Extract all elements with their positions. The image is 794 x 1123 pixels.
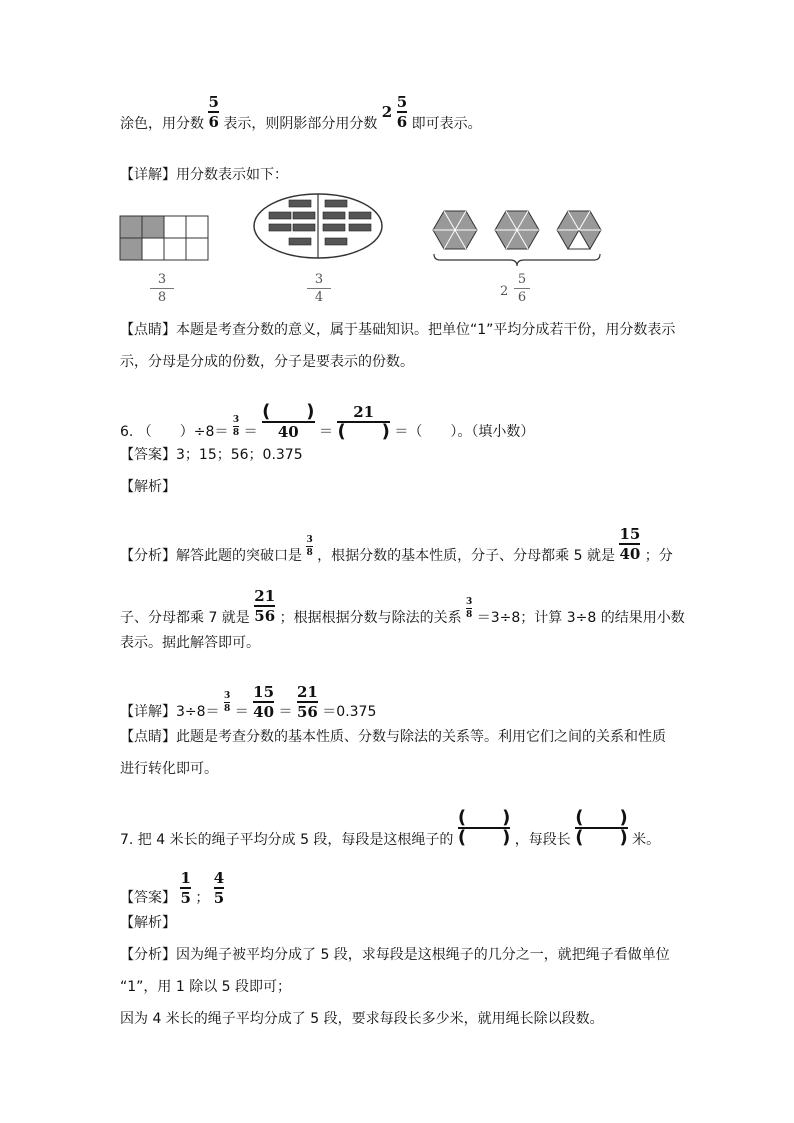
text: 表示，则阴影部分用分数 xyxy=(223,116,378,132)
fraction-blank-blank xyxy=(457,807,511,848)
fraction-21-56 xyxy=(297,684,318,720)
text: 【详解】3÷8＝ xyxy=(120,704,220,720)
q6-analysis-1 xyxy=(120,525,673,574)
denominator: 5 xyxy=(180,889,191,907)
numerator: 15 xyxy=(619,525,641,543)
text: ＝（ ）。（填小数） xyxy=(394,424,535,440)
fraction-mixed xyxy=(397,94,407,130)
fraction-5-6 xyxy=(208,94,218,130)
numerator: 21 xyxy=(254,587,276,605)
denominator: 40 xyxy=(253,703,275,721)
detail-heading: 【详解】用分数表示如下： xyxy=(120,167,288,183)
numerator: ( ) xyxy=(575,807,628,828)
fraction-21-blank xyxy=(337,404,389,440)
text: ；分 xyxy=(644,548,673,564)
fraction-15-40 xyxy=(619,526,640,562)
q6-point-a: 【点睛】此题是考查分数的基本性质、分数与除法的关系等。利用它们之间的关系和性质 xyxy=(120,729,666,745)
text: 6. （ ）÷8＝ xyxy=(120,424,229,440)
numerator: 4 xyxy=(213,869,225,887)
line-shading xyxy=(120,93,482,142)
q6-point-b: 进行转化即可。 xyxy=(120,761,218,777)
text: ； xyxy=(195,890,210,906)
numerator: ( ) xyxy=(262,401,315,422)
denominator: 5 xyxy=(213,889,225,907)
denominator: 4 xyxy=(314,290,324,305)
fraction-3-8 xyxy=(466,597,472,620)
text: 【答案】 xyxy=(120,890,176,906)
fraction-3-8 xyxy=(306,535,312,558)
hexagons-figure xyxy=(433,211,601,266)
q7-analysis-2: “1”，用 1 除以 5 段即可； xyxy=(120,979,292,995)
mixed-whole: 2 xyxy=(381,103,393,121)
fraction-4-5 xyxy=(214,870,224,906)
text: ；根据根据分数与除法的关系 xyxy=(279,610,462,626)
text: 子、分母都乘 7 就是 xyxy=(120,610,250,626)
numerator: 3 xyxy=(314,272,324,287)
fraction-15-40 xyxy=(253,684,274,720)
denominator: ( ) xyxy=(575,827,628,848)
numerator: 3 xyxy=(466,596,473,607)
numerator: 21 xyxy=(353,403,375,421)
q6-answer: 【答案】3；15；56；0.375 xyxy=(120,447,303,463)
denominator: 6 xyxy=(517,290,527,305)
oval-label xyxy=(307,272,331,305)
text: 涂色，用分数 xyxy=(120,116,204,132)
numerator: 3 xyxy=(157,272,167,287)
q6-jiexi: 【解析】 xyxy=(120,479,176,495)
denominator: 40 xyxy=(619,545,641,563)
denominator: 8 xyxy=(224,703,231,714)
denominator: 56 xyxy=(296,703,318,721)
denominator: 8 xyxy=(306,547,313,558)
q6-detail xyxy=(120,683,377,730)
fraction-3-8 xyxy=(224,691,230,714)
numerator: 15 xyxy=(253,683,275,701)
denominator: 56 xyxy=(254,607,276,625)
numerator: 5 xyxy=(396,93,408,111)
denominator: 8 xyxy=(466,609,473,620)
denominator: 40 xyxy=(277,423,299,441)
denominator: ( ) xyxy=(337,421,390,442)
text: ，根据分数的基本性质，分子、分母都乘 5 就是 xyxy=(317,548,615,564)
text: ＝3÷8；计算 3÷8 的结果用小数 xyxy=(476,610,685,626)
q7-analysis-1: 【分析】因为绳子被平均分成了 5 段，求每段是这根绳子的几分之一，就把绳子看做单位 xyxy=(120,947,670,963)
q7-answer xyxy=(120,869,225,916)
denominator: 8 xyxy=(157,290,167,305)
grid-figure xyxy=(120,216,208,260)
q6-analysis-3: 表示。据此解答即可。 xyxy=(120,635,260,651)
q7-jiexi: 【解析】 xyxy=(120,915,176,931)
numerator: 3 xyxy=(232,414,240,425)
numerator: 5 xyxy=(208,93,219,111)
text: ＝0.375 xyxy=(322,704,377,720)
figures xyxy=(115,188,615,268)
numerator: 3 xyxy=(224,690,231,701)
denominator: ( ) xyxy=(457,827,511,848)
numerator: 21 xyxy=(296,683,318,701)
point-note-1a: 【点睛】本题是考查分数的意义，属于基础知识。把单位“1”平均分成若干份，用分数表示 xyxy=(120,322,676,338)
oval-figure xyxy=(254,194,382,258)
numerator: 1 xyxy=(180,869,191,887)
denominator: 8 xyxy=(232,427,240,438)
text: 7. 把 4 米长的绳子平均分成 5 段，每段是这根绳子的 xyxy=(120,832,454,848)
whole: 2 xyxy=(500,284,509,299)
text: 【分析】解答此题的突破口是 xyxy=(120,548,302,564)
q7-analysis-3: 因为 4 米长的绳子平均分成了 5 段，要求每段长多少米，就用绳长除以段数。 xyxy=(120,1011,604,1027)
text: ，每段长 xyxy=(514,832,571,848)
text: ＝ xyxy=(318,424,333,440)
text: 米。 xyxy=(632,832,661,848)
fraction-1-5 xyxy=(180,870,190,906)
denominator: 6 xyxy=(396,113,408,131)
denominator: 6 xyxy=(208,113,219,131)
text: ＝ xyxy=(234,704,249,720)
text: 即可表示。 xyxy=(411,116,482,132)
point-note-1b: 示，分母是分成的份数，分子是要表示的份数。 xyxy=(120,354,414,370)
fraction-blank-40 xyxy=(262,401,315,441)
q6-analysis-2 xyxy=(120,587,685,636)
numerator: ( ) xyxy=(457,807,511,828)
fraction-21-56 xyxy=(254,588,275,624)
fraction-blank-blank xyxy=(575,807,628,848)
fraction-3-8 xyxy=(233,415,239,438)
grid-label xyxy=(150,272,174,305)
text: ＝ xyxy=(243,424,258,440)
numerator: 5 xyxy=(517,272,527,287)
numerator: 3 xyxy=(306,534,313,545)
text: ＝ xyxy=(278,704,293,720)
question-7 xyxy=(120,807,661,858)
